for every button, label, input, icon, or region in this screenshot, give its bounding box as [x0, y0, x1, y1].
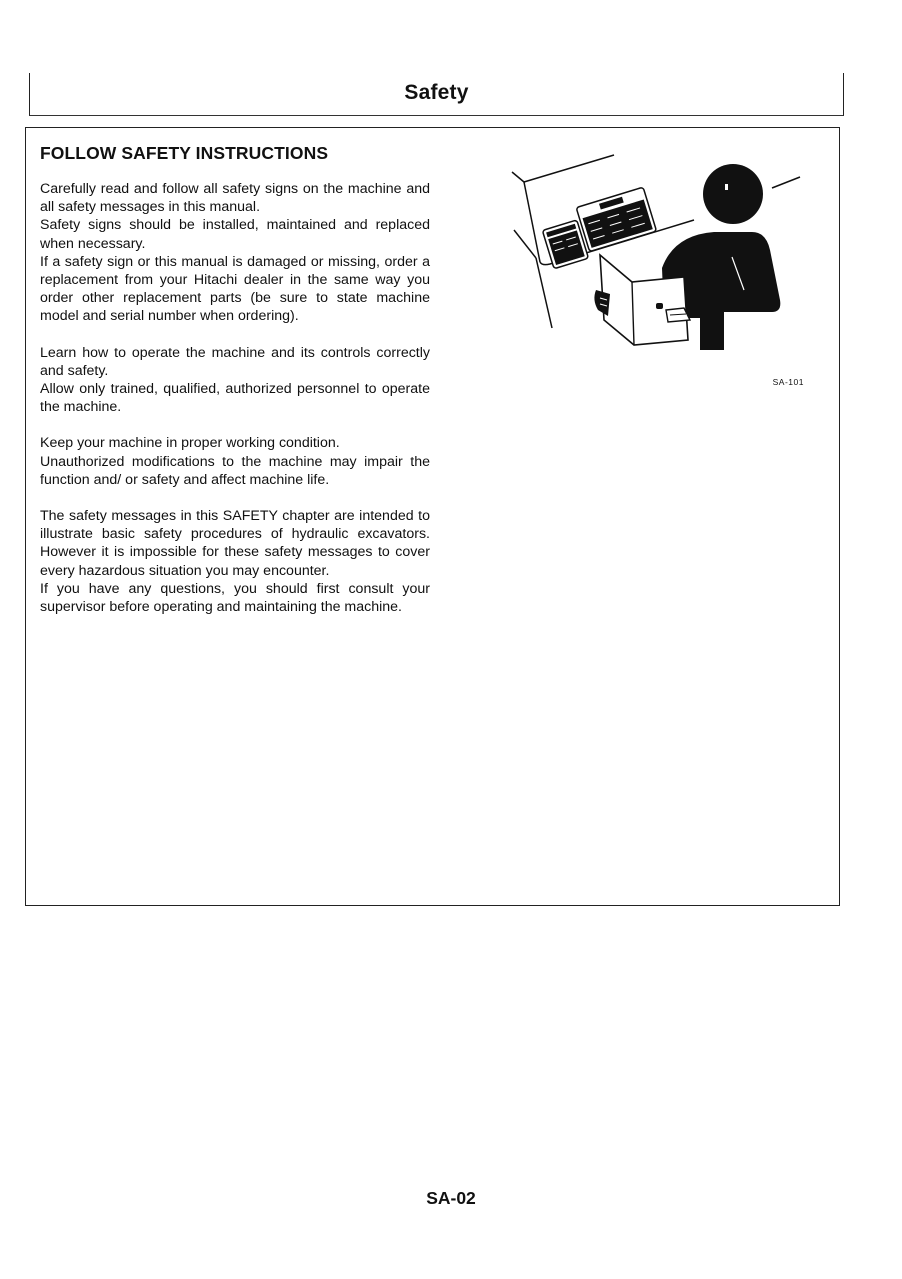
- paragraph: Keep your machine in proper working condition.: [40, 435, 340, 452]
- paragraph: Safety signs should be installed, maintained and replaced when necessary.: [40, 217, 430, 252]
- paragraph: Carefully read and follow all safety signs on the machine and all safety messages in this manual.: [40, 181, 430, 216]
- paragraph: Learn how to operate the machine and its controls correctly and safety.: [40, 344, 430, 379]
- section-title: FOLLOW SAFETY INSTRUCTIONS: [40, 143, 329, 163]
- page-header: [29, 73, 844, 116]
- page-number: SA-02: [426, 1188, 476, 1208]
- safety-illustration: [504, 140, 824, 387]
- person-reading-manual-icon: [504, 140, 824, 372]
- page-title: Safety: [404, 81, 469, 104]
- body-text: [40, 180, 430, 616]
- content-frame: [25, 127, 840, 906]
- paragraph: The safety messages in this SAFETY chapter are intended to illustrate basic safety procedures of hydraulic excavators. However it is impossible for these safety messages to cover every hazardous situation you may encounter.: [40, 508, 430, 579]
- paragraph: Allow only trained, qualified, authorized personnel to operate the machine.: [40, 381, 430, 416]
- figure-label: SA-101: [772, 377, 804, 387]
- paragraph: If a safety sign or this manual is damaged or missing, order a replacement from your Hitachi dealer in the same way you order other replacement parts (be sure to state machine model and serial number when ordering).: [40, 253, 430, 325]
- paragraph: Unauthorized modifications to the machine may impair the function and/ or safety and affect machine life.: [40, 453, 430, 488]
- paragraph: If you have any questions, you should first consult your supervisor before operating and maintaining the machine.: [40, 580, 430, 616]
